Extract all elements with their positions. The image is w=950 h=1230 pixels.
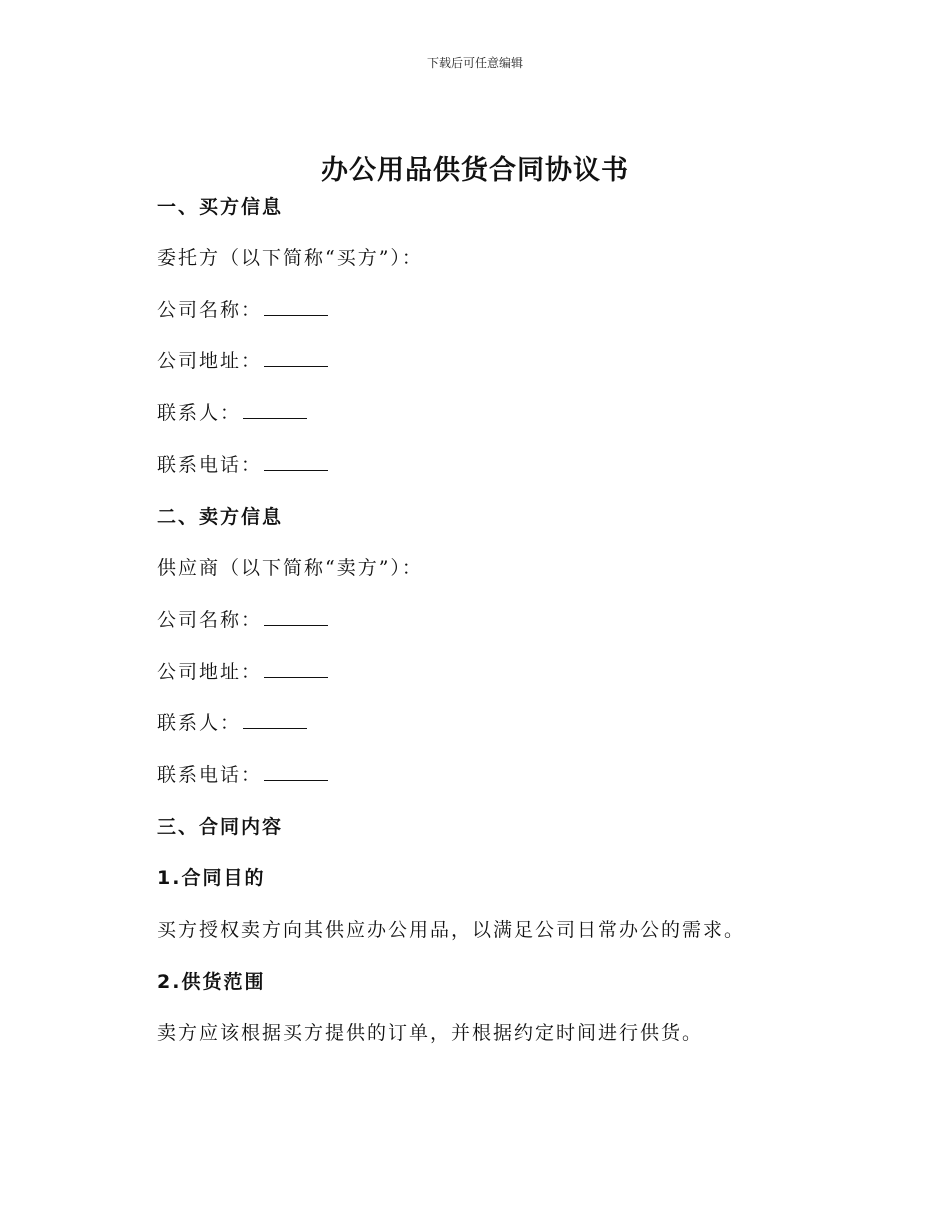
seller-phone-row — [157, 761, 328, 789]
buyer-contact-blank — [243, 400, 307, 419]
buyer-company-address-row — [157, 347, 328, 375]
buyer-company-name-label: 公司名称： — [157, 299, 263, 321]
buyer-phone-blank — [264, 452, 328, 471]
header-note: 下载后可任意编辑 — [426, 56, 523, 70]
seller-phone-blank — [264, 762, 328, 781]
scope-heading: 2.供货范围 — [157, 971, 266, 993]
seller-intro: 供应商（以下简称“卖方”）： — [157, 557, 423, 579]
seller-company-name-row — [157, 606, 328, 634]
purpose-heading: 1.合同目的 — [157, 867, 266, 889]
seller-company-name-blank — [264, 607, 328, 626]
buyer-phone-label: 联系电话： — [157, 454, 263, 476]
seller-contact-blank — [243, 710, 307, 729]
contract-heading: 三、合同内容 — [157, 816, 284, 838]
document-title: 办公用品供货合同协议书 — [321, 155, 629, 186]
buyer-contact-label: 联系人： — [157, 402, 242, 424]
buyer-intro: 委托方（以下简称“买方”）： — [157, 247, 423, 269]
buyer-company-name-row — [157, 296, 328, 324]
buyer-company-address-blank — [264, 348, 328, 367]
buyer-contact-row — [157, 399, 307, 427]
buyer-heading: 一、买方信息 — [157, 196, 284, 218]
scope-text: 卖方应该根据买方提供的订单，并根据约定时间进行供货。 — [157, 1022, 704, 1044]
buyer-phone-row — [157, 451, 328, 479]
seller-contact-label: 联系人： — [157, 712, 242, 734]
seller-company-address-label: 公司地址： — [157, 661, 263, 683]
seller-company-address-blank — [264, 659, 328, 678]
seller-phone-label: 联系电话： — [157, 764, 263, 786]
seller-contact-row — [157, 709, 307, 737]
seller-company-address-row — [157, 658, 328, 686]
seller-heading: 二、卖方信息 — [157, 506, 284, 528]
buyer-company-name-blank — [264, 297, 328, 316]
seller-company-name-label: 公司名称： — [157, 609, 263, 631]
buyer-company-address-label: 公司地址： — [157, 350, 263, 372]
purpose-text: 买方授权卖方向其供应办公用品，以满足公司日常办公的需求。 — [157, 919, 746, 941]
